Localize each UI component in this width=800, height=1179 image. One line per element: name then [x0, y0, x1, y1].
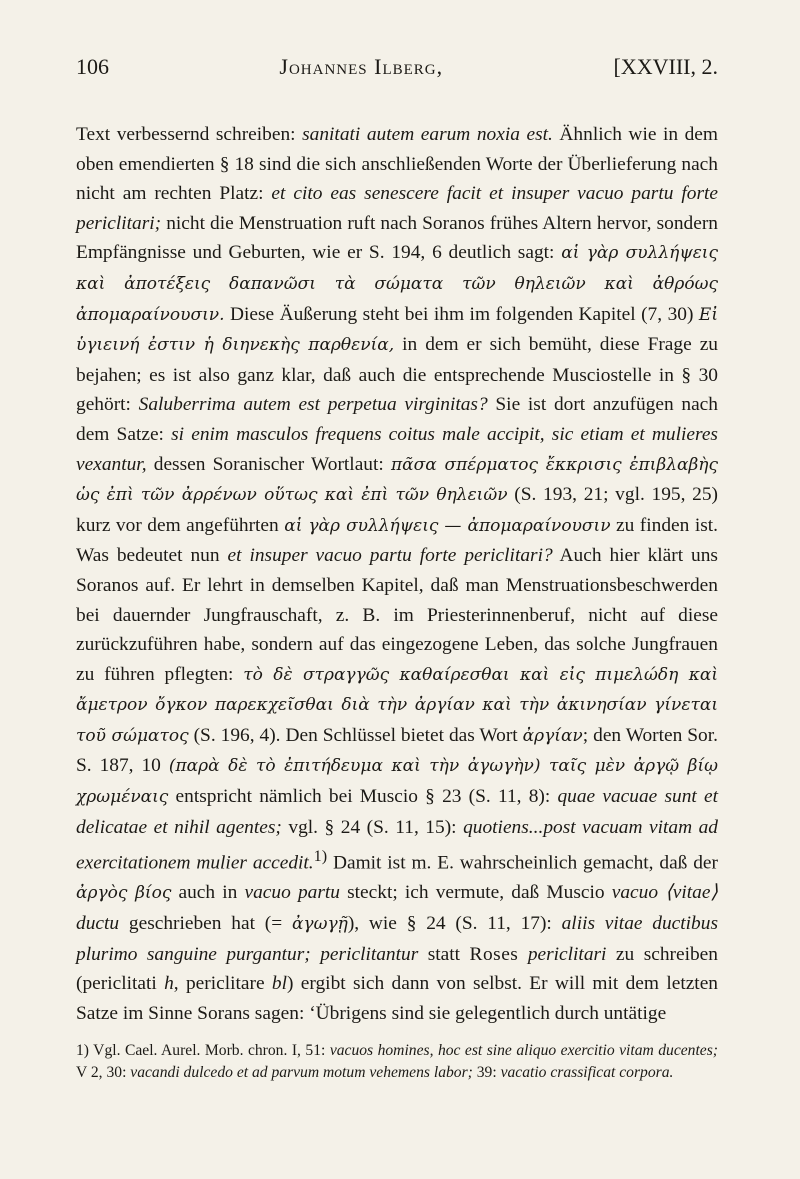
spaced-name: Roses — [469, 943, 519, 965]
latin-quote: quotiens...post vacuam vitam ad exercitationem mulier accedit. — [76, 816, 718, 874]
text-run: Diese Äußerung steht bei ihm im folgenden Kapitel (7, 30) — [224, 303, 699, 325]
latin-quote: vacuo ⟨vitae⟩ ductu — [76, 882, 718, 934]
text-run: Ähnlich wie in dem oben emendierten § 18 sind die sich anschließenden Worte der Überlieferung nach nicht am rechten Platz: — [76, 124, 718, 205]
text-run: Auch hier klärt uns Soranos auf. Er lehrt in demselben Kapitel, daß man Menstruationsbeschwerden bei dauernder Jungfrauschaft, z. B. im Priesterinnenberuf, nicht auf diese zurückzuführen habe, sondern auf das eingezogene Leben, das solche Jungfrauen zu führen pflegten: — [76, 545, 718, 685]
text-run: Damit ist m. E. wahrscheinlich gemacht, daß der — [327, 852, 718, 874]
text-run: dessen Soranischer Wortlaut: — [146, 453, 391, 475]
latin-quote: sanitati autem earum noxia est. — [302, 124, 553, 145]
latin-quote: et cito eas senescere facit et insuper vacuo partu forte periclitari; — [76, 183, 718, 234]
greek-quote: Εἰ ὑγιεινή ἐστιν ἡ διηνεκὴς παρθενία, — [76, 304, 718, 356]
body-text — [76, 120, 718, 1028]
footnote — [76, 1040, 718, 1083]
manuscript-siglum: h — [164, 973, 174, 995]
footnote-quote: vacuos homines, hoc est sine aliquo exercitio vitam ducentes; — [329, 1042, 718, 1060]
text-run: zu schreiben (periclitati — [76, 943, 718, 995]
footnote-marker[interactable]: 1) — [313, 848, 328, 866]
manuscript-siglum: bl — [271, 973, 287, 995]
footnote-quote: vacatio crassificat corpora. — [500, 1063, 674, 1081]
text-run: Sie ist dort anzufügen nach dem Satze: — [76, 394, 718, 445]
latin-quote: Saluberrima autem est perpetua virginitas? — [138, 394, 488, 416]
text-run: nicht die Menstruation ruft nach Soranos frühes Altern hervor, sondern Empfängnisse und Geburten, wie er S. 194, 6 deutlich sagt: — [76, 212, 718, 264]
text-run: auch in — [171, 882, 245, 904]
greek-quote: ἀργὸς βίος — [76, 883, 172, 904]
volume-reference: [XXVIII, 2. — [613, 54, 718, 79]
latin-quote: et insuper vacuo partu forte periclitari? — [227, 545, 553, 567]
text-run: ) ergibt sich dann von selbst. Er will mit dem letzten Satze im Sinne Sorans sagen: ‘Übrigens sind sie gelegentlich durch untätige — [76, 973, 718, 1024]
greek-quote: ἀγωγῇ — [291, 913, 348, 934]
latin-quote: si enim masculos frequens coitus male accipit, sic etiam et mulieres vexantur, — [76, 423, 718, 475]
text-run: (S. 196, 4). Den Schlüssel bietet das Wort — [188, 724, 523, 746]
text-run: entspricht nämlich bei Muscio § 23 (S. 11, 8): — [168, 786, 558, 808]
running-head — [76, 54, 718, 80]
text-run: zu finden ist. Was bedeutet nun — [76, 514, 718, 567]
text-run: ), wie § 24 (S. 11, 17): — [347, 912, 562, 934]
text-run: statt — [418, 943, 470, 965]
latin-quote: periclitari — [527, 943, 607, 965]
greek-quote: τὸ δὲ στραγγῶς καθαίρεσθαι καὶ εἰς πιμελώδη καὶ ἄμετρον ὄγκον παρεκχεῖσθαι διὰ τὴν ἀργίαν καὶ τὴν ἀκινησίαν γίνεται τοῦ σώματος — [76, 664, 718, 746]
footnote-text: 1) Vgl. Cael. Aurel. Morb. chron. I, 51: — [76, 1042, 330, 1060]
running-head-author: Johannes Ilberg, — [279, 54, 444, 79]
text-run: in dem er sich bemüht, diese Frage zu bejahen; es ist also ganz klar, daß auch die entsprechende Musciostelle in § 30 gehört: — [76, 334, 718, 416]
text-run: , periclitare — [173, 973, 272, 995]
greek-quote: αἱ γὰρ συλλήψεις καὶ ἀποτέξεις δαπανῶσι τὰ σώματα τῶν θηλειῶν καὶ ἀθρόως ἀπομαραίνουσιν. — [76, 243, 718, 325]
greek-quote: αἱ γὰρ συλλήψεις — ἀπομαραίνουσιν — [284, 515, 611, 536]
footnote-quote: vacandi dulcedo et ad parvum motum vehemens labor; — [130, 1063, 473, 1081]
text-run: ; den Worten Sor. S. 187, 10 — [76, 724, 718, 777]
latin-quote: aliis vitae ductibus plurimo sanguine purgantur; periclitantur — [76, 912, 718, 965]
text-run: Text verbessernd schreiben: — [76, 124, 303, 145]
greek-quote: ἀργίαν — [522, 725, 583, 746]
text-run: steckt; ich vermute, daß Muscio — [339, 882, 612, 904]
main-paragraph — [76, 120, 718, 1028]
text-run: (S. 193, 21; vgl. 195, 25) kurz vor dem angeführten — [76, 484, 718, 536]
latin-quote: quae vacuae sunt et delicatae et nihil agentes; — [76, 786, 718, 838]
greek-quote: πᾶσα σπέρματος ἔκκρισις ἐπιβλαβὴς ὡς ἐπὶ τῶν ἀρρένων οὕτως καὶ ἐπὶ τῶν θηλειῶν — [76, 454, 718, 506]
text-run: vgl. § 24 (S. 11, 15): — [281, 816, 464, 838]
text-run: geschrieben hat (= — [119, 912, 292, 934]
greek-quote: (παρὰ δὲ τὸ ἐπιτήδευμα καὶ τὴν ἀγωγὴν) ταῖς μὲν ἀργῷ βίῳ χρωμέναις — [76, 756, 719, 808]
text-run — [518, 944, 527, 965]
latin-quote: vacuo partu — [244, 882, 340, 904]
footnote-text: 39: — [472, 1063, 501, 1081]
footnote-text: V 2, 30: — [76, 1063, 131, 1081]
page-number: 106 — [76, 54, 109, 79]
